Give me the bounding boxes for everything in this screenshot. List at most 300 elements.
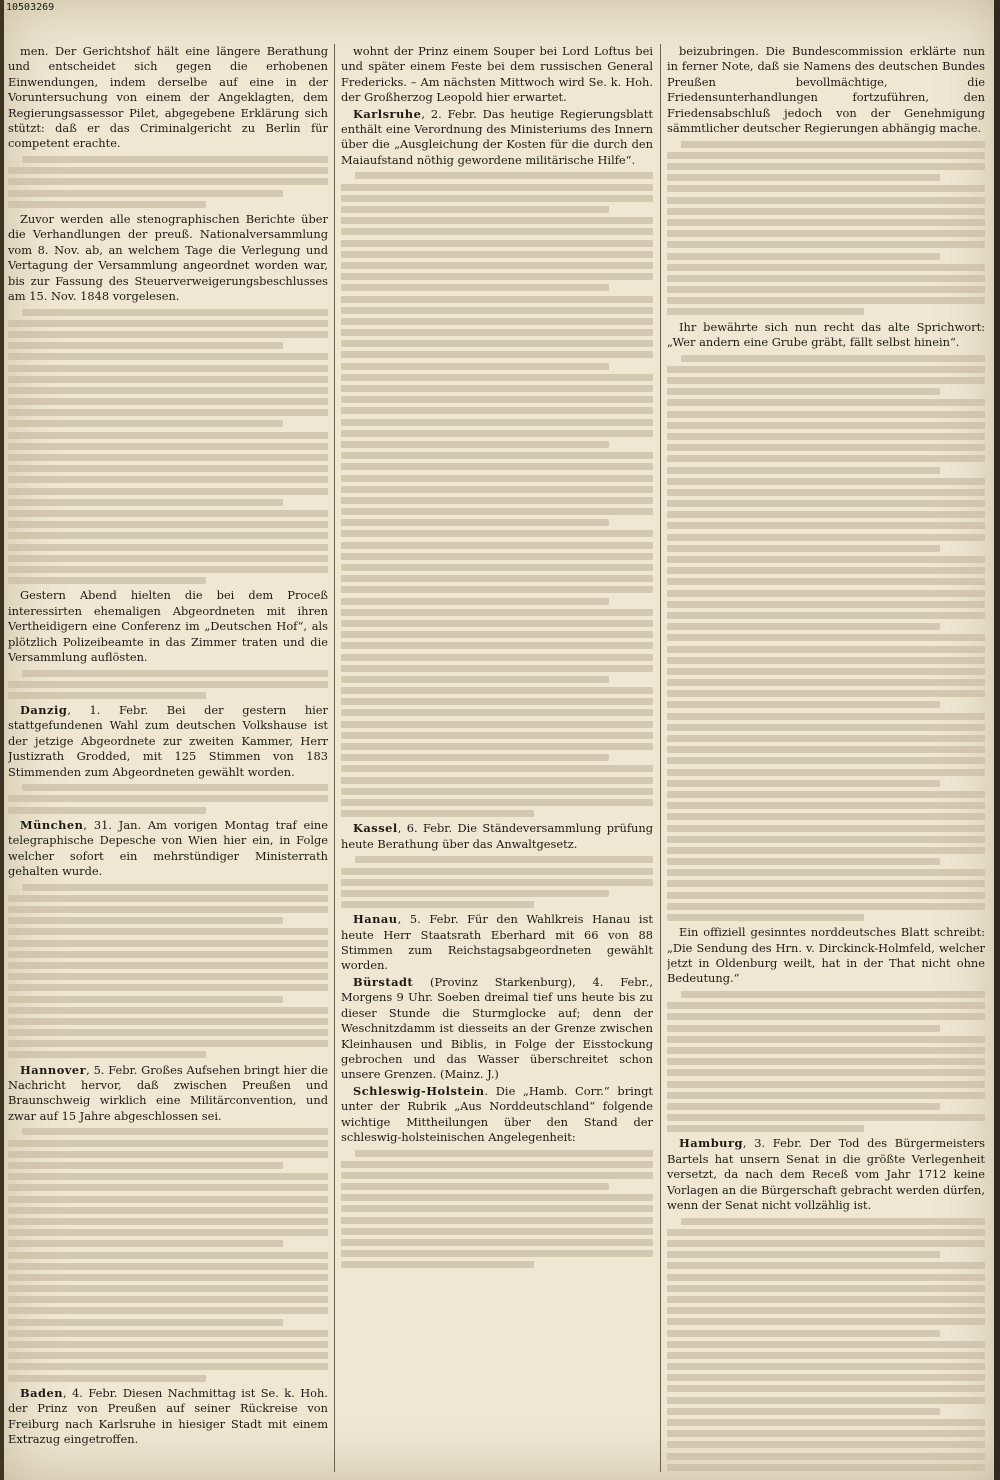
illegible-text-line xyxy=(341,1261,534,1268)
illegible-text-line xyxy=(341,228,653,235)
illegible-text-line xyxy=(341,240,653,247)
illegible-text-line xyxy=(667,836,985,843)
dateline-article xyxy=(8,1063,328,1125)
illegible-text-line xyxy=(341,553,653,560)
illegible-text-line xyxy=(667,1229,985,1236)
illegible-text-line xyxy=(8,353,328,360)
illegible-text-line xyxy=(8,167,328,174)
illegible-text-line xyxy=(341,296,653,303)
illegible-text-line xyxy=(355,856,653,863)
illegible-text-line xyxy=(8,409,328,416)
illegible-text-line xyxy=(667,847,985,854)
illegible-text-line xyxy=(667,253,940,260)
illegible-text-line xyxy=(8,1330,328,1337)
illegible-text-line xyxy=(667,1274,985,1281)
illegible-text-line xyxy=(341,508,653,515)
illegible-text-line xyxy=(341,1250,653,1257)
illegible-text-line xyxy=(667,545,940,552)
illegible-text-line xyxy=(667,264,985,271)
article-text: , 3. Febr. Der Tod des Bürgermeisters Bartels hat unsern Senat in die größte Verlegenheit versetzt, da nach dem Receß vom Jahr 1712 keine Vorlagen an die Bürgerschaft gebracht werden dürfen, wenn der Senat nicht vollzählig ist. xyxy=(667,1136,985,1213)
article-text: , 31. Jan. Am vorigen Montag traf eine telegraphische Depesche von Wien hier ein, in Folge welcher sofort ein mehrstündiger Ministerrath gehalten wurde. xyxy=(8,817,328,879)
illegible-text-line xyxy=(667,1363,985,1370)
illegible-text-line xyxy=(341,407,653,414)
illegible-text-line xyxy=(8,521,328,528)
illegible-text-line xyxy=(667,668,985,675)
illegible-text-line xyxy=(8,962,328,969)
dateline-place: Kassel xyxy=(353,821,398,836)
illegible-text-line xyxy=(667,623,940,630)
illegible-text-line xyxy=(8,454,328,461)
illegible-text-line xyxy=(8,420,283,427)
illegible-text-line xyxy=(8,566,328,573)
illegible-text-line xyxy=(667,590,985,597)
illegible-text-line xyxy=(341,777,653,784)
illegible-text-line xyxy=(8,1040,328,1047)
illegible-text-line xyxy=(667,657,985,664)
illegible-text-line xyxy=(667,634,985,641)
illegible-text-line xyxy=(667,534,985,541)
illegible-text-line xyxy=(8,499,283,506)
illegible-text-line xyxy=(22,884,328,891)
illegible-text-line xyxy=(341,743,653,750)
article-text: , 1. Febr. Bei der gestern hier stattgefundenen Wahl zum deutschen Volkshause ist der jetzige Abgeordnete zur zweiten Kammer, Herr Justizrath Grodded, mit 125 Stimmen von 183 Stimmenden zum Abgeordneten gewählt worden. xyxy=(8,703,328,779)
illegible-text-line xyxy=(681,141,985,148)
illegible-text-line xyxy=(341,374,653,381)
illegible-text-line xyxy=(341,564,653,571)
illegible-text-line xyxy=(667,1341,985,1348)
illegible-text-line xyxy=(341,463,653,470)
illegible-text-line xyxy=(681,1218,985,1225)
illegible-text-line xyxy=(667,880,985,887)
illegible-text-line xyxy=(341,732,653,739)
illegible-text-line xyxy=(8,996,283,1003)
article-paragraph xyxy=(8,588,328,665)
article-text: Zuvor werden alle stenographischen Berichte über die Verhandlungen der preuß. Nationalversammlung vom 8. Nov. ab, an welchem Tage die Verlegung und Vertagung der Versammlung angeordnet worden war, bis zur Fassung des Steuerverweigerungsbeschlusses am 15. Nov. 1848 vorgelesen. xyxy=(8,211,328,303)
illegible-text-line xyxy=(8,1240,283,1247)
illegible-text-line xyxy=(667,388,940,395)
illegible-text-line xyxy=(341,665,653,672)
illegible-text-line xyxy=(341,1217,653,1224)
illegible-text-line xyxy=(8,432,328,439)
illegible-text-line xyxy=(341,340,653,347)
illegible-text-line xyxy=(667,724,985,731)
illegible-text-line xyxy=(667,1262,985,1269)
illegible-text-line xyxy=(341,609,653,616)
dateline-place: Hamburg xyxy=(679,1136,743,1151)
illegible-text-line xyxy=(667,467,940,474)
illegible-text-line xyxy=(8,1140,328,1147)
illegible-text-line xyxy=(667,1441,985,1448)
dateline-place: Schleswig-Holstein xyxy=(353,1083,485,1098)
illegible-text-line xyxy=(341,654,653,661)
illegible-text-line xyxy=(341,217,653,224)
illegible-text-line xyxy=(667,735,985,742)
illegible-text-line xyxy=(667,746,985,753)
article-text: , 2. Febr. Das heutige Regierungsblatt enthält eine Verordnung des Ministeriums des Innern über die „Ausgleichung der Kosten für die durch den Maiaufstand nöthig gewordene militärische Hilfe“. xyxy=(341,106,653,167)
illegible-text-line xyxy=(341,284,609,291)
illegible-text-line xyxy=(341,676,609,683)
illegible-text-line xyxy=(341,542,653,549)
illegible-text-line xyxy=(8,906,328,913)
illegible-text-line xyxy=(8,544,328,551)
illegible-text-line xyxy=(8,1285,328,1292)
illegible-text-line xyxy=(667,308,864,315)
dateline-place: Karlsruhe xyxy=(353,106,422,121)
illegible-text-line xyxy=(667,1453,985,1460)
illegible-text-line xyxy=(22,670,328,677)
illegible-text-line xyxy=(341,1194,653,1201)
illegible-text-line xyxy=(341,1172,653,1179)
illegible-text-line xyxy=(667,1025,940,1032)
illegible-text-line xyxy=(667,1397,985,1404)
illegible-text-line xyxy=(341,452,653,459)
article-text: beizubringen. Die Bundescommission erklärte nun in ferner Note, daß sie Namens des deutschen Bundes Preußen bevollmächtige, die Friedensunterhandlungen fortzuführen, den Friedensabschluß jedoch von der Genehmigung sämmtlicher deutscher Regierungen abhängig mache. xyxy=(667,44,985,136)
illegible-text-line xyxy=(8,1307,328,1314)
illegible-text-line xyxy=(667,230,985,237)
illegible-text-line xyxy=(667,825,985,832)
illegible-text-line xyxy=(341,631,653,638)
illegible-text-line xyxy=(667,813,985,820)
illegible-text-line xyxy=(341,530,653,537)
page-right-edge xyxy=(994,0,1000,1480)
illegible-text-line xyxy=(667,1114,985,1121)
dateline-place: Hannover xyxy=(20,1062,87,1077)
illegible-text-line xyxy=(8,1274,328,1281)
illegible-text-line xyxy=(8,807,206,814)
illegible-text-line xyxy=(8,465,328,472)
illegible-text-line xyxy=(667,1251,940,1258)
illegible-text-line xyxy=(667,1092,985,1099)
illegible-text-line xyxy=(667,567,985,574)
illegible-text-line xyxy=(8,1352,328,1359)
illegible-text-line xyxy=(667,679,985,686)
illegible-text-line xyxy=(8,1229,328,1236)
illegible-text-line xyxy=(8,1363,328,1370)
illegible-text-line xyxy=(667,1013,985,1020)
illegible-text-line xyxy=(8,320,328,327)
illegible-text-line xyxy=(667,174,940,181)
dateline-article xyxy=(341,821,653,852)
illegible-text-line xyxy=(667,455,985,462)
illegible-text-line xyxy=(341,575,653,582)
illegible-text-line xyxy=(341,519,609,526)
article-paragraph xyxy=(667,320,985,351)
illegible-text-line xyxy=(8,681,328,688)
illegible-text-line xyxy=(667,802,985,809)
illegible-text-line xyxy=(667,411,985,418)
page-left-edge xyxy=(0,0,4,1480)
article-text: Ein offiziell gesinntes norddeutsches Blatt schreibt: „Die Sendung des Hrn. v. Dirckinck-Holmfeld, welcher jetzt in Oldenburg weilt, hat in der That nicht ohne Bedeutung.“ xyxy=(667,925,985,986)
illegible-text-line xyxy=(667,690,985,697)
illegible-text-line xyxy=(341,586,653,593)
illegible-text-line xyxy=(8,1296,328,1303)
illegible-text-line xyxy=(8,365,328,372)
illegible-text-line xyxy=(8,1173,328,1180)
illegible-text-line xyxy=(341,765,653,772)
article-text: Gestern Abend hielten die bei dem Proceß interessirten ehemaligen Abgeordneten mit ihren Vertheidigern eine Conferenz im „Deutschen Hof“, als plötzlich Polizeibeamte in das Zimmer traten und die Versammlung auflösten. xyxy=(8,588,328,664)
illegible-text-line xyxy=(8,940,328,947)
illegible-text-line xyxy=(667,275,985,282)
illegible-text-line xyxy=(355,1150,653,1157)
article-text: , 5. Febr. Für den Wahlkreis Hanau ist heute Herr Staatsrath Eberhard mit 66 von 88 Stimmen zum Reichstagsabgeordneten gewählt worden. xyxy=(341,912,653,973)
illegible-text-line xyxy=(667,500,985,507)
illegible-text-line xyxy=(8,201,206,208)
illegible-text-line xyxy=(8,1341,328,1348)
illegible-text-line xyxy=(8,398,328,405)
dateline-place: Danzig xyxy=(20,703,68,718)
illegible-text-line xyxy=(667,1385,985,1392)
column-3 xyxy=(667,44,985,1472)
illegible-text-line xyxy=(8,1263,328,1270)
article-paragraph xyxy=(667,44,985,136)
illegible-text-line xyxy=(8,476,328,483)
illegible-text-line xyxy=(667,478,985,485)
illegible-text-line xyxy=(667,1464,985,1471)
illegible-text-line xyxy=(355,172,653,179)
illegible-text-line xyxy=(341,475,653,482)
illegible-text-line xyxy=(8,577,206,584)
illegible-text-line xyxy=(341,1228,653,1235)
column-2 xyxy=(341,44,653,1472)
illegible-text-line xyxy=(667,522,985,529)
illegible-text-line xyxy=(341,363,609,370)
article-paragraph xyxy=(8,44,328,152)
illegible-text-line xyxy=(8,928,328,935)
illegible-text-line xyxy=(667,780,940,787)
illegible-text-line xyxy=(667,511,985,518)
illegible-text-line xyxy=(8,376,328,383)
illegible-text-line xyxy=(8,895,328,902)
illegible-text-line xyxy=(341,385,653,392)
illegible-text-line xyxy=(667,1240,985,1247)
illegible-text-line xyxy=(667,1352,985,1359)
illegible-text-line xyxy=(8,1319,283,1326)
illegible-text-line xyxy=(341,810,534,817)
illegible-text-line xyxy=(341,1205,653,1212)
illegible-text-line xyxy=(8,984,328,991)
illegible-text-line xyxy=(341,598,609,605)
illegible-text-line xyxy=(667,1330,940,1337)
illegible-text-line xyxy=(8,795,328,802)
illegible-text-line xyxy=(667,1285,985,1292)
illegible-text-line xyxy=(667,1103,940,1110)
article-text: . Die „Hamb. Corr.“ bringt unter der Rubrik „Aus Norddeutschland“ folgende wichtige Mittheilungen über den Stand der schleswig-holsteinischen Angelegenheit: xyxy=(341,1083,653,1144)
dateline-article xyxy=(341,1084,653,1146)
dateline-article xyxy=(341,107,653,169)
illegible-text-line xyxy=(8,1252,328,1259)
illegible-text-line xyxy=(8,973,328,980)
illegible-text-line xyxy=(667,858,940,865)
illegible-text-line xyxy=(341,206,609,213)
illegible-text-line xyxy=(341,184,653,191)
illegible-text-line xyxy=(667,197,985,204)
illegible-text-line xyxy=(667,578,985,585)
illegible-text-line xyxy=(341,1161,653,1168)
illegible-text-line xyxy=(667,1307,985,1314)
illegible-text-line xyxy=(341,620,653,627)
illegible-text-line xyxy=(667,713,985,720)
illegible-text-line xyxy=(341,441,609,448)
illegible-text-line xyxy=(667,1036,985,1043)
illegible-text-line xyxy=(8,1051,206,1058)
illegible-text-line xyxy=(341,709,653,716)
illegible-text-line xyxy=(8,917,283,924)
illegible-text-line xyxy=(667,433,985,440)
illegible-text-line xyxy=(8,1207,328,1214)
illegible-text-line xyxy=(667,1047,985,1054)
illegible-text-line xyxy=(8,951,328,958)
illegible-text-line xyxy=(341,329,653,336)
illegible-text-line xyxy=(8,692,206,699)
illegible-text-line xyxy=(341,497,653,504)
dateline-article xyxy=(341,912,653,974)
illegible-text-line xyxy=(341,721,653,728)
illegible-text-line xyxy=(341,642,653,649)
illegible-text-line xyxy=(341,486,653,493)
article-text: (Provinz Starkenburg), 4. Febr., Morgens 9 Uhr. Soeben dreimal tief uns heute bis zu dieser Stunde die Sturmglocke auf; denn der Weschnitzdamm ist diesseits an der Grenze zwischen Kleinhausen und Biblis, in Folge der Eisstockung gebrochen und das Wasser überschreitet schon unsere Grenzen. (Mainz. J.) xyxy=(341,974,653,1082)
illegible-text-line xyxy=(681,355,985,362)
illegible-text-line xyxy=(667,399,985,406)
illegible-text-line xyxy=(341,351,653,358)
illegible-text-line xyxy=(667,185,985,192)
illegible-text-line xyxy=(667,1430,985,1437)
illegible-text-line xyxy=(667,1296,985,1303)
illegible-text-line xyxy=(8,1196,328,1203)
illegible-text-line xyxy=(667,1058,985,1065)
dateline-article xyxy=(8,1386,328,1448)
illegible-text-line xyxy=(22,156,328,163)
illegible-text-line xyxy=(341,195,653,202)
illegible-text-line xyxy=(341,307,653,314)
article-text: , 6. Febr. Die Ständeversammlung prüfung heute Berathung über das Anwaltgesetz. xyxy=(341,821,653,851)
article-paragraph xyxy=(667,925,985,987)
illegible-text-line xyxy=(667,1408,940,1415)
illegible-text-line xyxy=(8,178,328,185)
illegible-text-line xyxy=(341,687,653,694)
illegible-text-line xyxy=(8,1162,283,1169)
illegible-text-line xyxy=(667,601,985,608)
illegible-text-line xyxy=(8,555,328,562)
page-id: 10503269 xyxy=(6,2,55,13)
article-text: men. Der Gerichtshof hält eine längere Berathung und entscheidet sich gegen die erhobenen Einwendungen, indem derselbe auf eine in der Voruntersuchung von einem der Angeklagten, dem Regierungsassessor Pilet, abgegebene Erklärung sich stützt: daß er das Criminalgericht zu Berlin für competent erachte. xyxy=(8,44,328,151)
dateline-place: Baden xyxy=(20,1385,64,1400)
illegible-text-line xyxy=(667,791,985,798)
illegible-text-line xyxy=(341,788,653,795)
illegible-text-line xyxy=(341,698,653,705)
illegible-text-line xyxy=(341,419,653,426)
illegible-text-line xyxy=(667,892,985,899)
illegible-text-line xyxy=(667,241,985,248)
illegible-text-line xyxy=(667,869,985,876)
article-paragraph xyxy=(8,212,328,304)
column-rule xyxy=(660,44,661,1472)
illegible-text-line xyxy=(8,1151,328,1158)
illegible-text-line xyxy=(341,754,609,761)
illegible-text-line xyxy=(341,890,609,897)
illegible-text-line xyxy=(667,422,985,429)
illegible-text-line xyxy=(667,1002,985,1009)
illegible-text-line xyxy=(667,701,940,708)
illegible-text-line xyxy=(667,377,985,384)
illegible-text-line xyxy=(667,646,985,653)
illegible-text-line xyxy=(341,430,653,437)
illegible-text-line xyxy=(8,443,328,450)
illegible-text-line xyxy=(681,991,985,998)
article-text: , 4. Febr. Diesen Nachmittag ist Se. k. Hoh. der Prinz von Preußen auf seiner Rückreise von Freiburg nach Karlsruhe in hiesiger Stadt mit einem Extrazug eingetroffen. xyxy=(8,1385,328,1446)
illegible-text-line xyxy=(667,208,985,215)
illegible-text-line xyxy=(341,799,653,806)
illegible-text-line xyxy=(667,556,985,563)
illegible-text-line xyxy=(667,489,985,496)
illegible-text-line xyxy=(8,331,328,338)
illegible-text-line xyxy=(667,297,985,304)
illegible-text-line xyxy=(8,190,283,197)
illegible-text-line xyxy=(22,784,328,791)
illegible-text-line xyxy=(8,1018,328,1025)
article-text: , 5. Febr. Großes Aufsehen bringt hier die Nachricht hervor, daß zwischen Preußen und Braunschweig wirklich eine Militärconvention, und zwar auf 15 Jahre abgeschlossen sei. xyxy=(8,1062,328,1123)
illegible-text-line xyxy=(341,273,653,280)
illegible-text-line xyxy=(667,1374,985,1381)
illegible-text-line xyxy=(667,152,985,159)
illegible-text-line xyxy=(8,510,328,517)
article-text: wohnt der Prinz einem Souper bei Lord Loftus bei und später einem Feste bei dem russischen General Fredericks. – Am nächsten Mittwoch wird Se. k. Hoh. der Großherzog Leopold hier erwartet. xyxy=(341,44,653,105)
illegible-text-line xyxy=(341,868,653,875)
illegible-text-line xyxy=(8,1375,206,1382)
dateline-article xyxy=(8,818,328,880)
illegible-text-line xyxy=(667,1125,864,1132)
illegible-text-line xyxy=(667,444,985,451)
illegible-text-line xyxy=(22,1128,328,1135)
illegible-text-line xyxy=(8,1218,328,1225)
illegible-text-line xyxy=(667,366,985,373)
column-1 xyxy=(8,44,328,1472)
dateline-place: Hanau xyxy=(353,912,398,927)
dateline-article xyxy=(8,703,328,780)
illegible-text-line xyxy=(8,532,328,539)
illegible-text-line xyxy=(667,1318,985,1325)
illegible-text-line xyxy=(341,901,534,908)
illegible-text-line xyxy=(341,262,653,269)
article-paragraph xyxy=(341,44,653,106)
column-rule xyxy=(334,44,335,1472)
dateline-article xyxy=(341,975,653,1083)
illegible-text-line xyxy=(667,612,985,619)
illegible-text-line xyxy=(341,879,653,886)
illegible-text-line xyxy=(341,318,653,325)
illegible-text-line xyxy=(341,251,653,258)
illegible-text-line xyxy=(341,1239,653,1246)
illegible-text-line xyxy=(341,1183,609,1190)
illegible-text-line xyxy=(667,1081,985,1088)
illegible-text-line xyxy=(667,757,985,764)
illegible-text-line xyxy=(667,903,985,910)
illegible-text-line xyxy=(8,1184,328,1191)
article-text: Ihr bewährte sich nun recht das alte Sprichwort: „Wer andern eine Grube gräbt, fällt selbst hinein“. xyxy=(667,319,985,350)
illegible-text-line xyxy=(667,163,985,170)
dateline-article xyxy=(667,1136,985,1213)
illegible-text-line xyxy=(8,1007,328,1014)
illegible-text-line xyxy=(667,1069,985,1076)
illegible-text-line xyxy=(667,914,864,921)
illegible-text-line xyxy=(8,1029,328,1036)
illegible-text-line xyxy=(341,396,653,403)
dateline-place: Bürstadt xyxy=(353,974,414,989)
illegible-text-line xyxy=(8,387,328,394)
illegible-text-line xyxy=(667,1419,985,1426)
illegible-text-line xyxy=(8,488,328,495)
illegible-text-line xyxy=(667,219,985,226)
dateline-place: München xyxy=(20,817,84,832)
